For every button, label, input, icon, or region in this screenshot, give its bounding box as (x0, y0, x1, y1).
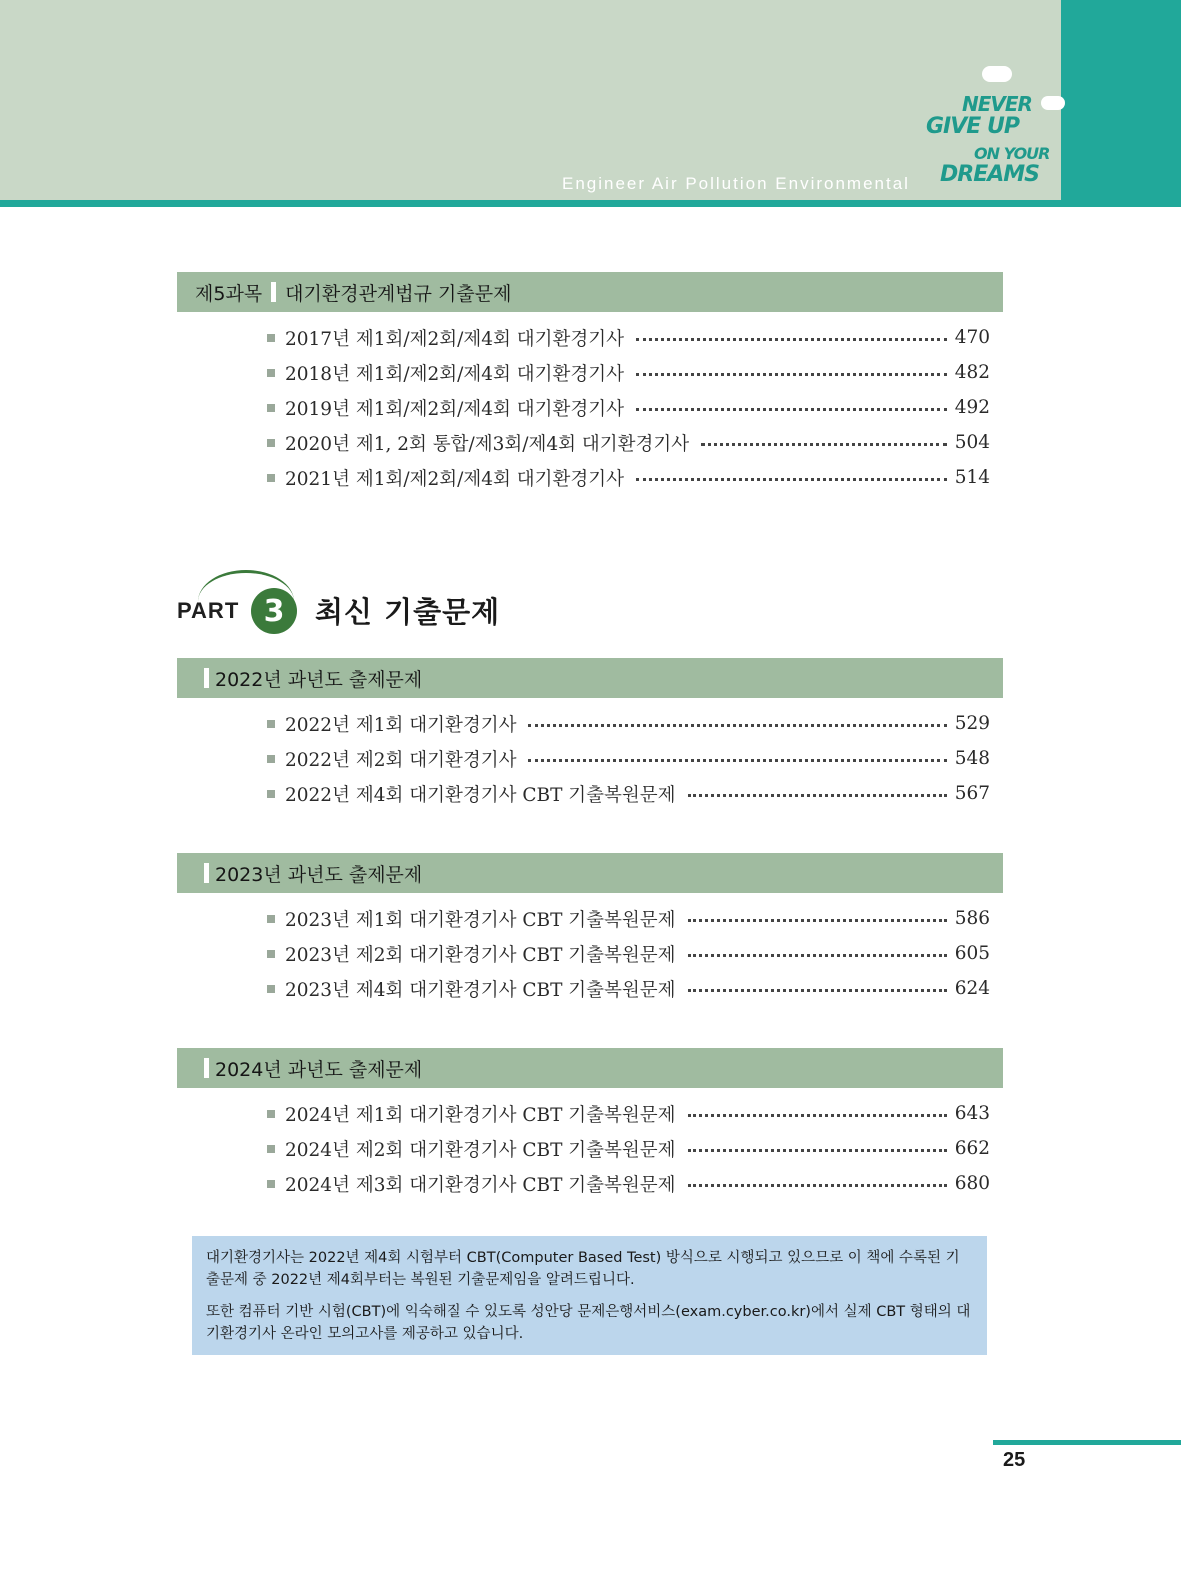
entry-page: 586 (954, 908, 990, 929)
toc-entry[interactable] (267, 460, 990, 495)
entry-label: 2023년 제4회 대기환경기사 CBT 기출복원문제 (285, 979, 676, 1001)
section-title: 2023년 과년도 출제문제 (215, 863, 423, 886)
entry-label: 2022년 제4회 대기환경기사 CBT 기출복원문제 (285, 784, 676, 806)
square-bullet-icon (267, 334, 275, 342)
cloud-icon (1041, 96, 1065, 110)
entry-page: 567 (954, 783, 990, 804)
dot-leader (636, 373, 947, 376)
toc-entry[interactable] (267, 355, 990, 390)
footer-rule (993, 1440, 1181, 1445)
entry-label: 2021년 제1회/제2회/제4회 대기환경기사 (285, 468, 624, 490)
bar-divider (204, 863, 209, 883)
toc-entry[interactable] (267, 741, 990, 776)
slogan-line-1: NEVER (962, 92, 1032, 116)
entry-page: 504 (954, 432, 990, 453)
square-bullet-icon (267, 790, 275, 798)
entry-label: 2017년 제1회/제2회/제4회 대기환경기사 (285, 328, 624, 350)
entry-label: 2022년 제2회 대기환경기사 (285, 749, 517, 771)
entry-label: 2019년 제1회/제2회/제4회 대기환경기사 (285, 398, 624, 420)
subject-bar (177, 272, 1003, 312)
dot-leader (688, 794, 947, 797)
slogan-line-2: GIVE UP (926, 114, 1019, 139)
square-bullet-icon (267, 755, 275, 763)
entry-page: 624 (954, 978, 990, 999)
square-bullet-icon (267, 985, 275, 993)
toc-list (267, 1096, 990, 1201)
entry-label: 2024년 제2회 대기환경기사 CBT 기출복원문제 (285, 1139, 676, 1161)
toc-list (267, 901, 990, 1006)
slogan-line-4: DREAMS (940, 162, 1039, 187)
entry-page: 548 (954, 748, 990, 769)
toc-entry[interactable] (267, 320, 990, 355)
toc-entry[interactable] (267, 425, 990, 460)
toc-entry[interactable] (267, 936, 990, 971)
notice-paragraph: 또한 컴퓨터 기반 시험(CBT)에 익숙해질 수 있도록 성안당 문제은행서비스(exam.cyber.co.kr)에서 실제 CBT 형태의 대기환경기사 온라인 모의고사를 제공하고 있습니다. (206, 1304, 971, 1342)
toc-entry[interactable] (267, 1096, 990, 1131)
toc-list (267, 706, 990, 811)
dot-leader (636, 478, 947, 481)
entry-label: 2023년 제1회 대기환경기사 CBT 기출복원문제 (285, 909, 676, 931)
section-bar (177, 853, 1003, 893)
page-number: 25 (1003, 1449, 1026, 1471)
square-bullet-icon (267, 1145, 275, 1153)
entry-page: 529 (954, 713, 990, 734)
square-bullet-icon (267, 369, 275, 377)
header-rule (0, 200, 1181, 207)
square-bullet-icon (267, 1180, 275, 1188)
bar-divider (271, 282, 276, 302)
notice-paragraph: 대기환경기사는 2022년 제4회 시험부터 CBT(Computer Based Test) 방식으로 시행되고 있으므로 이 책에 수록된 기출문제 중 2022년 제4회부터는 복원된 기출문제임을 알려드립니다. (206, 1250, 960, 1288)
toc-entry[interactable] (267, 706, 990, 741)
slogan-logo (926, 64, 1071, 194)
entry-page: 605 (954, 943, 990, 964)
square-bullet-icon (267, 404, 275, 412)
dot-leader (688, 1114, 947, 1117)
entry-label: 2024년 제1회 대기환경기사 CBT 기출복원문제 (285, 1104, 676, 1126)
dot-leader (688, 919, 947, 922)
cloud-icon (982, 66, 1012, 82)
dot-leader (636, 408, 947, 411)
toc-entry[interactable] (267, 1166, 990, 1201)
subject-label: 제5과목 (195, 282, 263, 305)
square-bullet-icon (267, 950, 275, 958)
entry-page: 680 (954, 1173, 990, 1194)
entry-label: 2020년 제1, 2회 통합/제3회/제4회 대기환경기사 (285, 433, 690, 455)
section-title: 2022년 과년도 출제문제 (215, 668, 423, 691)
entry-page: 514 (954, 467, 990, 488)
toc-entry[interactable] (267, 390, 990, 425)
subject-title: 대기환경관계법규 기출문제 (285, 282, 512, 305)
square-bullet-icon (267, 720, 275, 728)
entry-page: 643 (954, 1103, 990, 1124)
entry-label: 2024년 제3회 대기환경기사 CBT 기출복원문제 (285, 1174, 676, 1196)
header-accent-block (1061, 0, 1181, 200)
section-title: 2024년 과년도 출제문제 (215, 1058, 423, 1081)
square-bullet-icon (267, 1110, 275, 1118)
notice-box (192, 1236, 987, 1355)
dot-leader (701, 443, 947, 446)
toc-entry[interactable] (267, 1131, 990, 1166)
dot-leader (636, 338, 947, 341)
toc-entry[interactable] (267, 971, 990, 1006)
dot-leader (528, 724, 946, 727)
dot-leader (688, 1149, 947, 1152)
square-bullet-icon (267, 439, 275, 447)
section-bar (177, 658, 1003, 698)
dot-leader (688, 1184, 947, 1187)
bar-divider (204, 1058, 209, 1078)
dot-leader (688, 954, 947, 957)
bar-divider (204, 668, 209, 688)
header-band (0, 0, 1061, 200)
toc-entry[interactable] (267, 776, 990, 811)
toc-entry[interactable] (267, 901, 990, 936)
entry-label: 2023년 제2회 대기환경기사 CBT 기출복원문제 (285, 944, 676, 966)
entry-label: 2018년 제1회/제2회/제4회 대기환경기사 (285, 363, 624, 385)
toc-list (267, 320, 990, 495)
entry-page: 482 (954, 362, 990, 383)
square-bullet-icon (267, 915, 275, 923)
section-bar (177, 1048, 1003, 1088)
slogan-line-3: ON YOUR (974, 144, 1050, 163)
square-bullet-icon (267, 474, 275, 482)
entry-page: 492 (954, 397, 990, 418)
header-subtitle: Engineer Air Pollution Environmental (562, 174, 910, 193)
entry-page: 470 (954, 327, 990, 348)
entry-page: 662 (954, 1138, 990, 1159)
part-label: PART (177, 598, 240, 623)
entry-label: 2022년 제1회 대기환경기사 (285, 714, 517, 736)
dot-leader (688, 989, 947, 992)
part-title: 최신 기출문제 (315, 595, 501, 629)
dot-leader (528, 759, 946, 762)
part-number-badge: 3 (251, 588, 297, 634)
